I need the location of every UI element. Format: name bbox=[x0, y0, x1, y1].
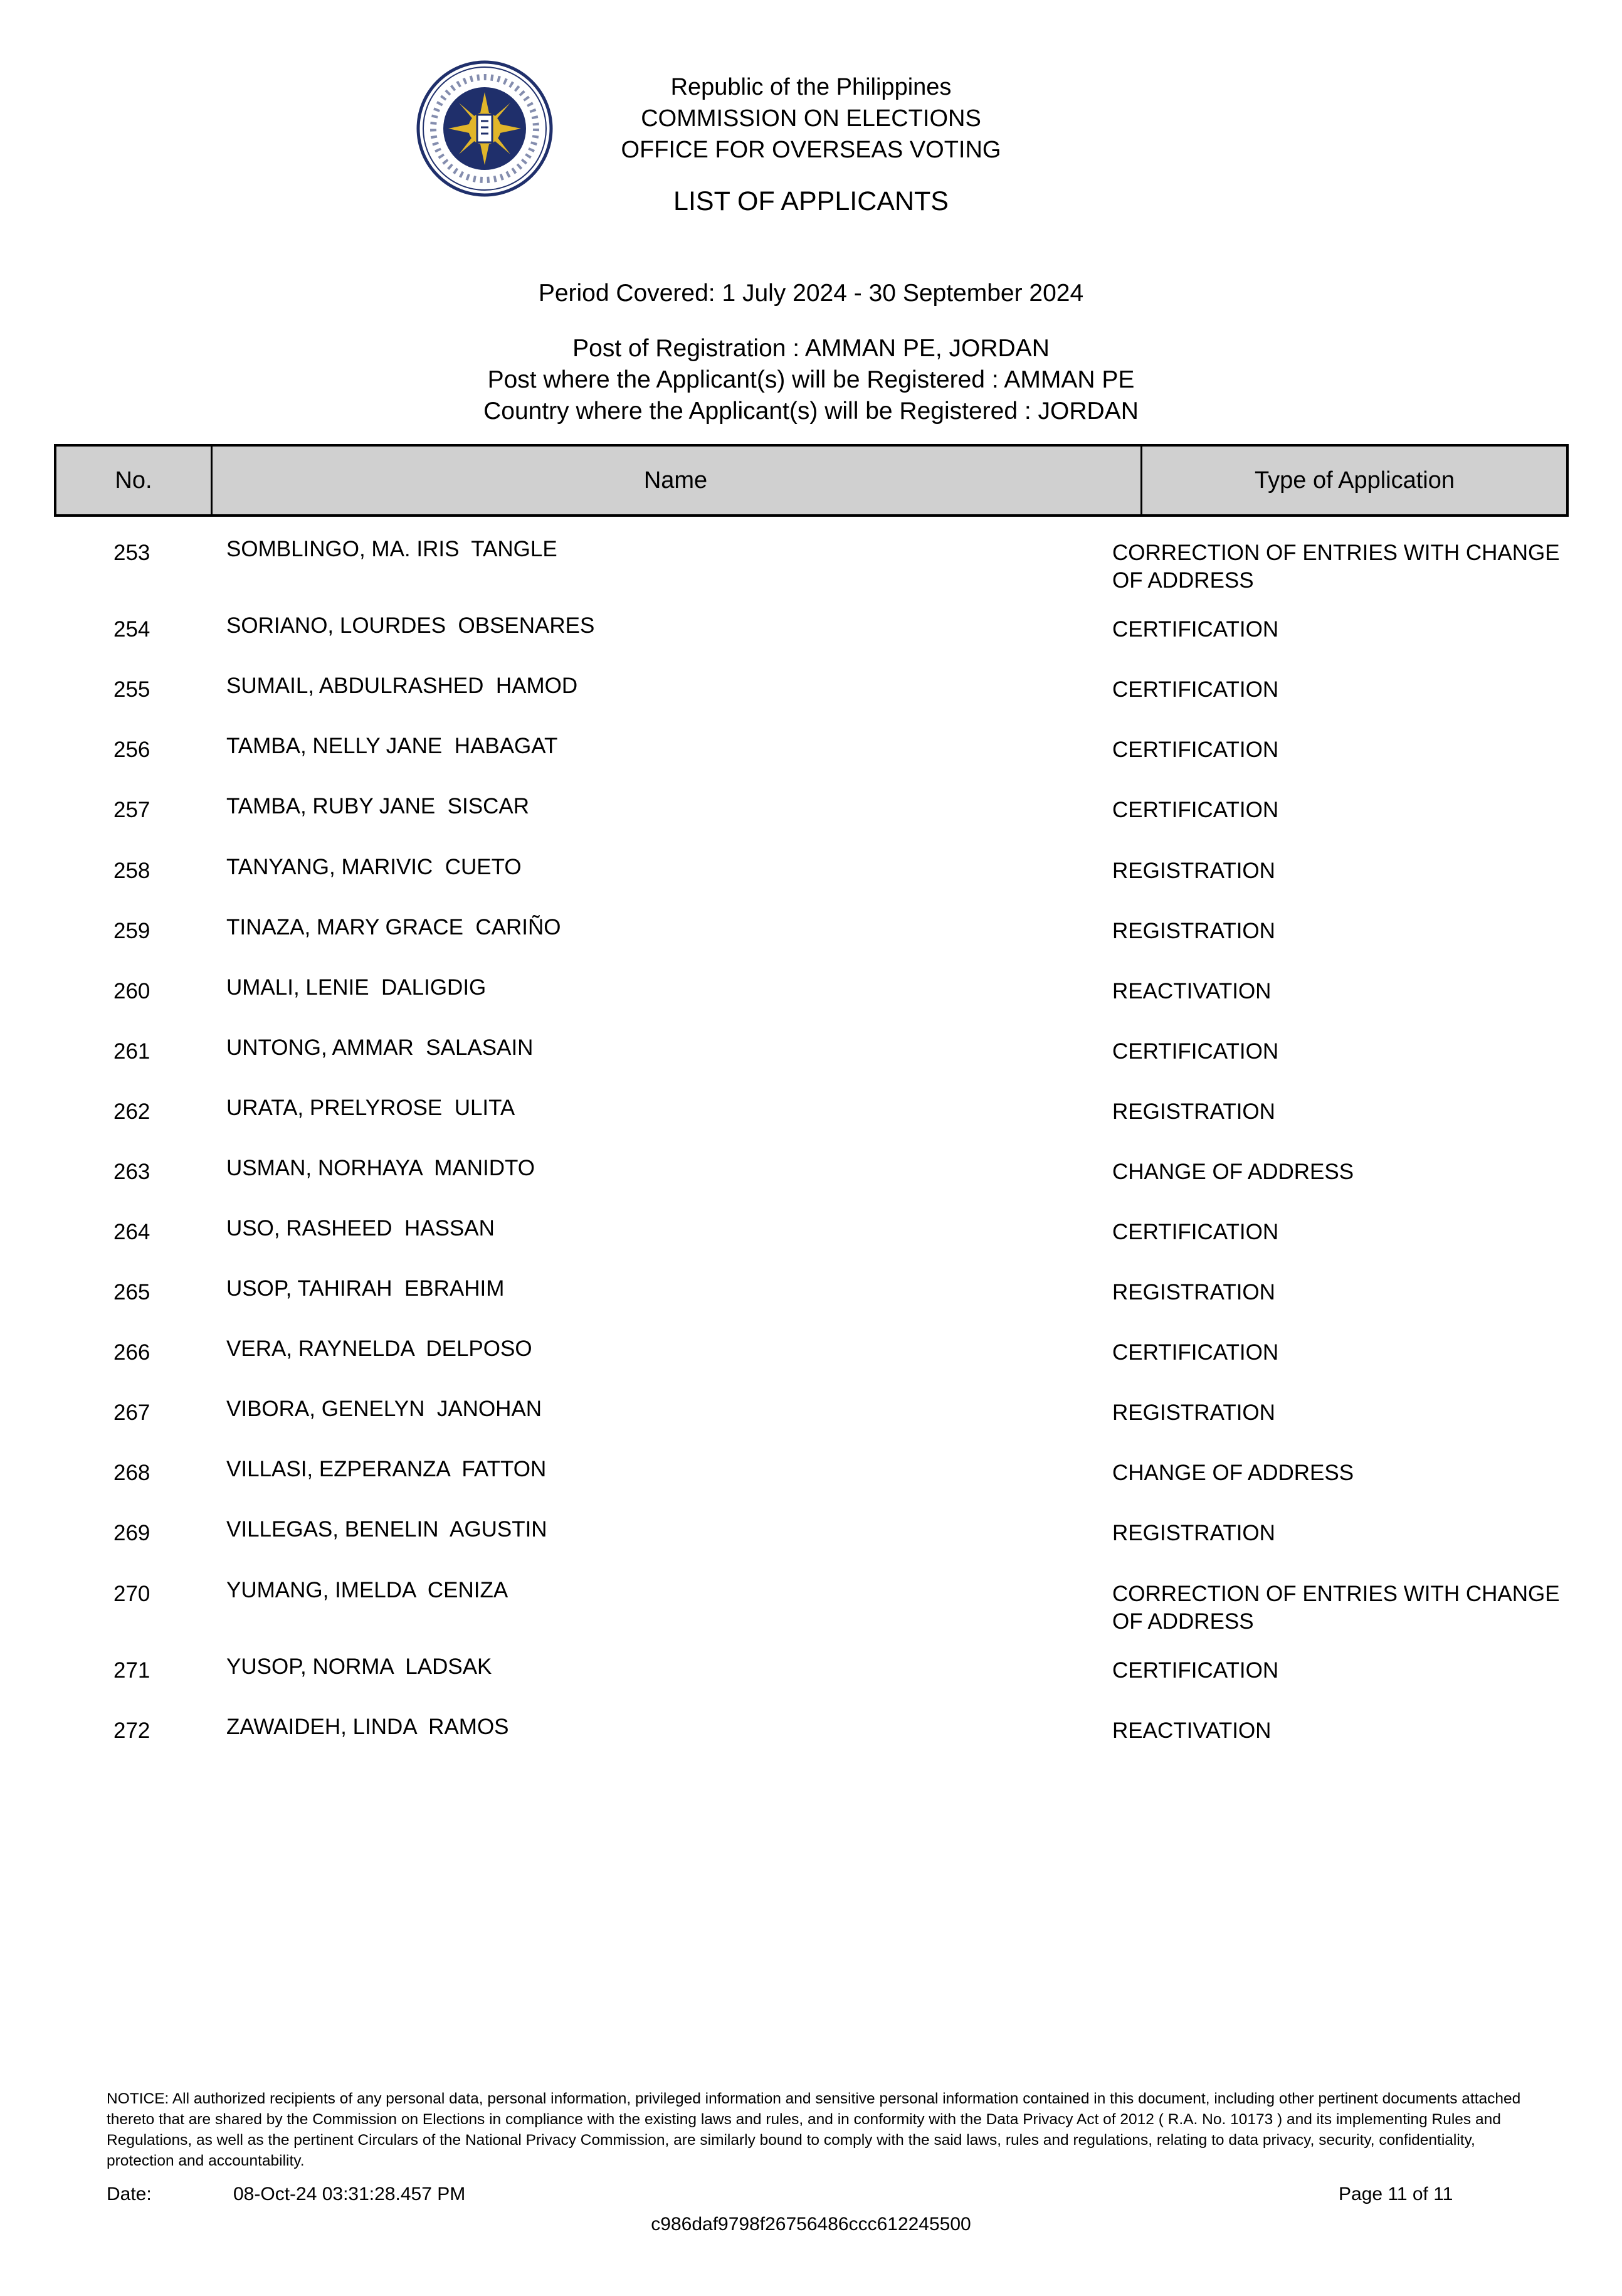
row-number: 263 bbox=[113, 1160, 150, 1184]
applicant-name: URATA, PRELYROSE ULITA bbox=[226, 1096, 515, 1120]
applicant-name: ZAWAIDEH, LINDA RAMOS bbox=[226, 1715, 509, 1739]
applicant-name: TAMBA, RUBY JANE SISCAR bbox=[226, 794, 529, 818]
column-header-name: Name bbox=[211, 447, 1142, 514]
applicant-name: VILLASI, EZPERANZA FATTON bbox=[226, 1457, 547, 1481]
application-type: CORRECTION OF ENTRIES WITH CHANGE OF ADDRESS bbox=[1112, 541, 1560, 593]
row-number: 262 bbox=[113, 1099, 150, 1124]
application-type: REGISTRATION bbox=[1112, 919, 1275, 943]
date-value: 08-Oct-24 03:31:28.457 PM bbox=[233, 2184, 466, 2204]
page-title: LIST OF APPLICANTS bbox=[673, 186, 949, 216]
row-number: 268 bbox=[113, 1461, 150, 1485]
row-number: 258 bbox=[113, 859, 150, 883]
applicant-name: USO, RASHEED HASSAN bbox=[226, 1216, 495, 1241]
application-type: CERTIFICATION bbox=[1112, 798, 1279, 822]
row-number: 256 bbox=[113, 738, 150, 762]
country-registered: Country where the Applicant(s) will be Registered : JORDAN bbox=[483, 398, 1139, 425]
applicant-name: UMALI, LENIE DALIGDIG bbox=[226, 975, 487, 1000]
post-registered: Post where the Applicant(s) will be Registered : AMMAN PE bbox=[487, 366, 1135, 393]
application-type: REGISTRATION bbox=[1112, 1280, 1275, 1304]
row-number: 259 bbox=[113, 919, 150, 943]
application-type: CHANGE OF ADDRESS bbox=[1112, 1461, 1354, 1485]
applicant-name: VIBORA, GENELYN JANOHAN bbox=[226, 1397, 542, 1421]
application-type: CERTIFICATION bbox=[1112, 1220, 1279, 1244]
applicant-name: SORIANO, LOURDES OBSENARES bbox=[226, 613, 595, 638]
header-commission: COMMISSION ON ELECTIONS bbox=[641, 105, 981, 132]
application-type: CHANGE OF ADDRESS bbox=[1112, 1160, 1354, 1184]
applicant-name: VILLEGAS, BENELIN AGUSTIN bbox=[226, 1517, 547, 1542]
application-type: CERTIFICATION bbox=[1112, 1658, 1279, 1683]
row-number: 270 bbox=[113, 1582, 150, 1606]
row-number: 264 bbox=[113, 1220, 150, 1244]
row-number: 253 bbox=[113, 541, 150, 565]
document-hash: c986daf9798f26756486ccc612245500 bbox=[651, 2214, 971, 2235]
applicant-name: YUSOP, NORMA LADSAK bbox=[226, 1654, 492, 1679]
applicant-name: TAMBA, NELLY JANE HABAGAT bbox=[226, 734, 558, 758]
header-office: OFFICE FOR OVERSEAS VOTING bbox=[621, 137, 1001, 163]
applicant-name: USOP, TAHIRAH EBRAHIM bbox=[226, 1276, 505, 1301]
row-number: 260 bbox=[113, 979, 150, 1003]
row-number: 272 bbox=[113, 1718, 150, 1743]
row-number: 267 bbox=[113, 1400, 150, 1425]
applicant-name: SOMBLINGO, MA. IRIS TANGLE bbox=[226, 537, 557, 561]
applicant-name: UNTONG, AMMAR SALASAIN bbox=[226, 1035, 534, 1060]
row-number: 271 bbox=[113, 1658, 150, 1683]
header-republic: Republic of the Philippines bbox=[670, 74, 952, 100]
application-type: REACTIVATION bbox=[1112, 979, 1272, 1003]
period-covered: Period Covered: 1 July 2024 - 30 September 2024 bbox=[538, 280, 1084, 307]
application-type: REGISTRATION bbox=[1112, 1400, 1275, 1425]
row-number: 254 bbox=[113, 617, 150, 642]
privacy-notice: NOTICE: All authorized recipients of any personal data, personal information, privileged information and sensitive personal information contained in this document, including other pertinent documents attached thereto that are shared by the Commission on Elections in compliance with the existing laws and rules, and in conformity with the Data Privacy Act of 2012 ( R.A. No. 10173 ) and its implementing Rules and Regulations, as well as the pertinent Circulars of the National Privacy Commission, are similarly bound to comply with the said laws, rules and regulations, relating to data privacy, security, confidentiality, protection and accountability. bbox=[107, 2090, 1521, 2169]
row-number: 265 bbox=[113, 1280, 150, 1304]
applicant-name: TINAZA, MARY GRACE CARIÑO bbox=[226, 915, 561, 939]
application-type: REACTIVATION bbox=[1112, 1718, 1272, 1743]
row-number: 257 bbox=[113, 798, 150, 822]
application-type: CERTIFICATION bbox=[1112, 1340, 1279, 1365]
application-type: REGISTRATION bbox=[1112, 859, 1275, 883]
applicant-name: YUMANG, IMELDA CENIZA bbox=[226, 1578, 508, 1602]
applicant-name: VERA, RAYNELDA DELPOSO bbox=[226, 1336, 532, 1361]
column-header-no: No. bbox=[56, 447, 213, 514]
applicant-name: USMAN, NORHAYA MANIDTO bbox=[226, 1156, 535, 1180]
application-type: CERTIFICATION bbox=[1112, 738, 1279, 762]
row-number: 261 bbox=[113, 1039, 150, 1064]
page-number: Page 11 of 11 bbox=[1339, 2184, 1453, 2204]
row-number: 266 bbox=[113, 1340, 150, 1365]
post-of-registration: Post of Registration : AMMAN PE, JORDAN bbox=[572, 335, 1050, 362]
table-header bbox=[54, 444, 1569, 517]
application-type: CERTIFICATION bbox=[1112, 617, 1279, 642]
application-type: CERTIFICATION bbox=[1112, 677, 1279, 702]
application-type: CORRECTION OF ENTRIES WITH CHANGE OF ADDRESS bbox=[1112, 1582, 1560, 1634]
date-label: Date: bbox=[107, 2184, 152, 2204]
application-type: REGISTRATION bbox=[1112, 1099, 1275, 1124]
application-type: CERTIFICATION bbox=[1112, 1039, 1279, 1064]
applicant-name: SUMAIL, ABDULRASHED HAMOD bbox=[226, 674, 578, 698]
row-number: 269 bbox=[113, 1521, 150, 1545]
applicant-name: TANYANG, MARIVIC CUETO bbox=[226, 855, 522, 879]
application-type: REGISTRATION bbox=[1112, 1521, 1275, 1545]
row-number: 255 bbox=[113, 677, 150, 702]
column-header-type: Type of Application bbox=[1255, 467, 1455, 494]
